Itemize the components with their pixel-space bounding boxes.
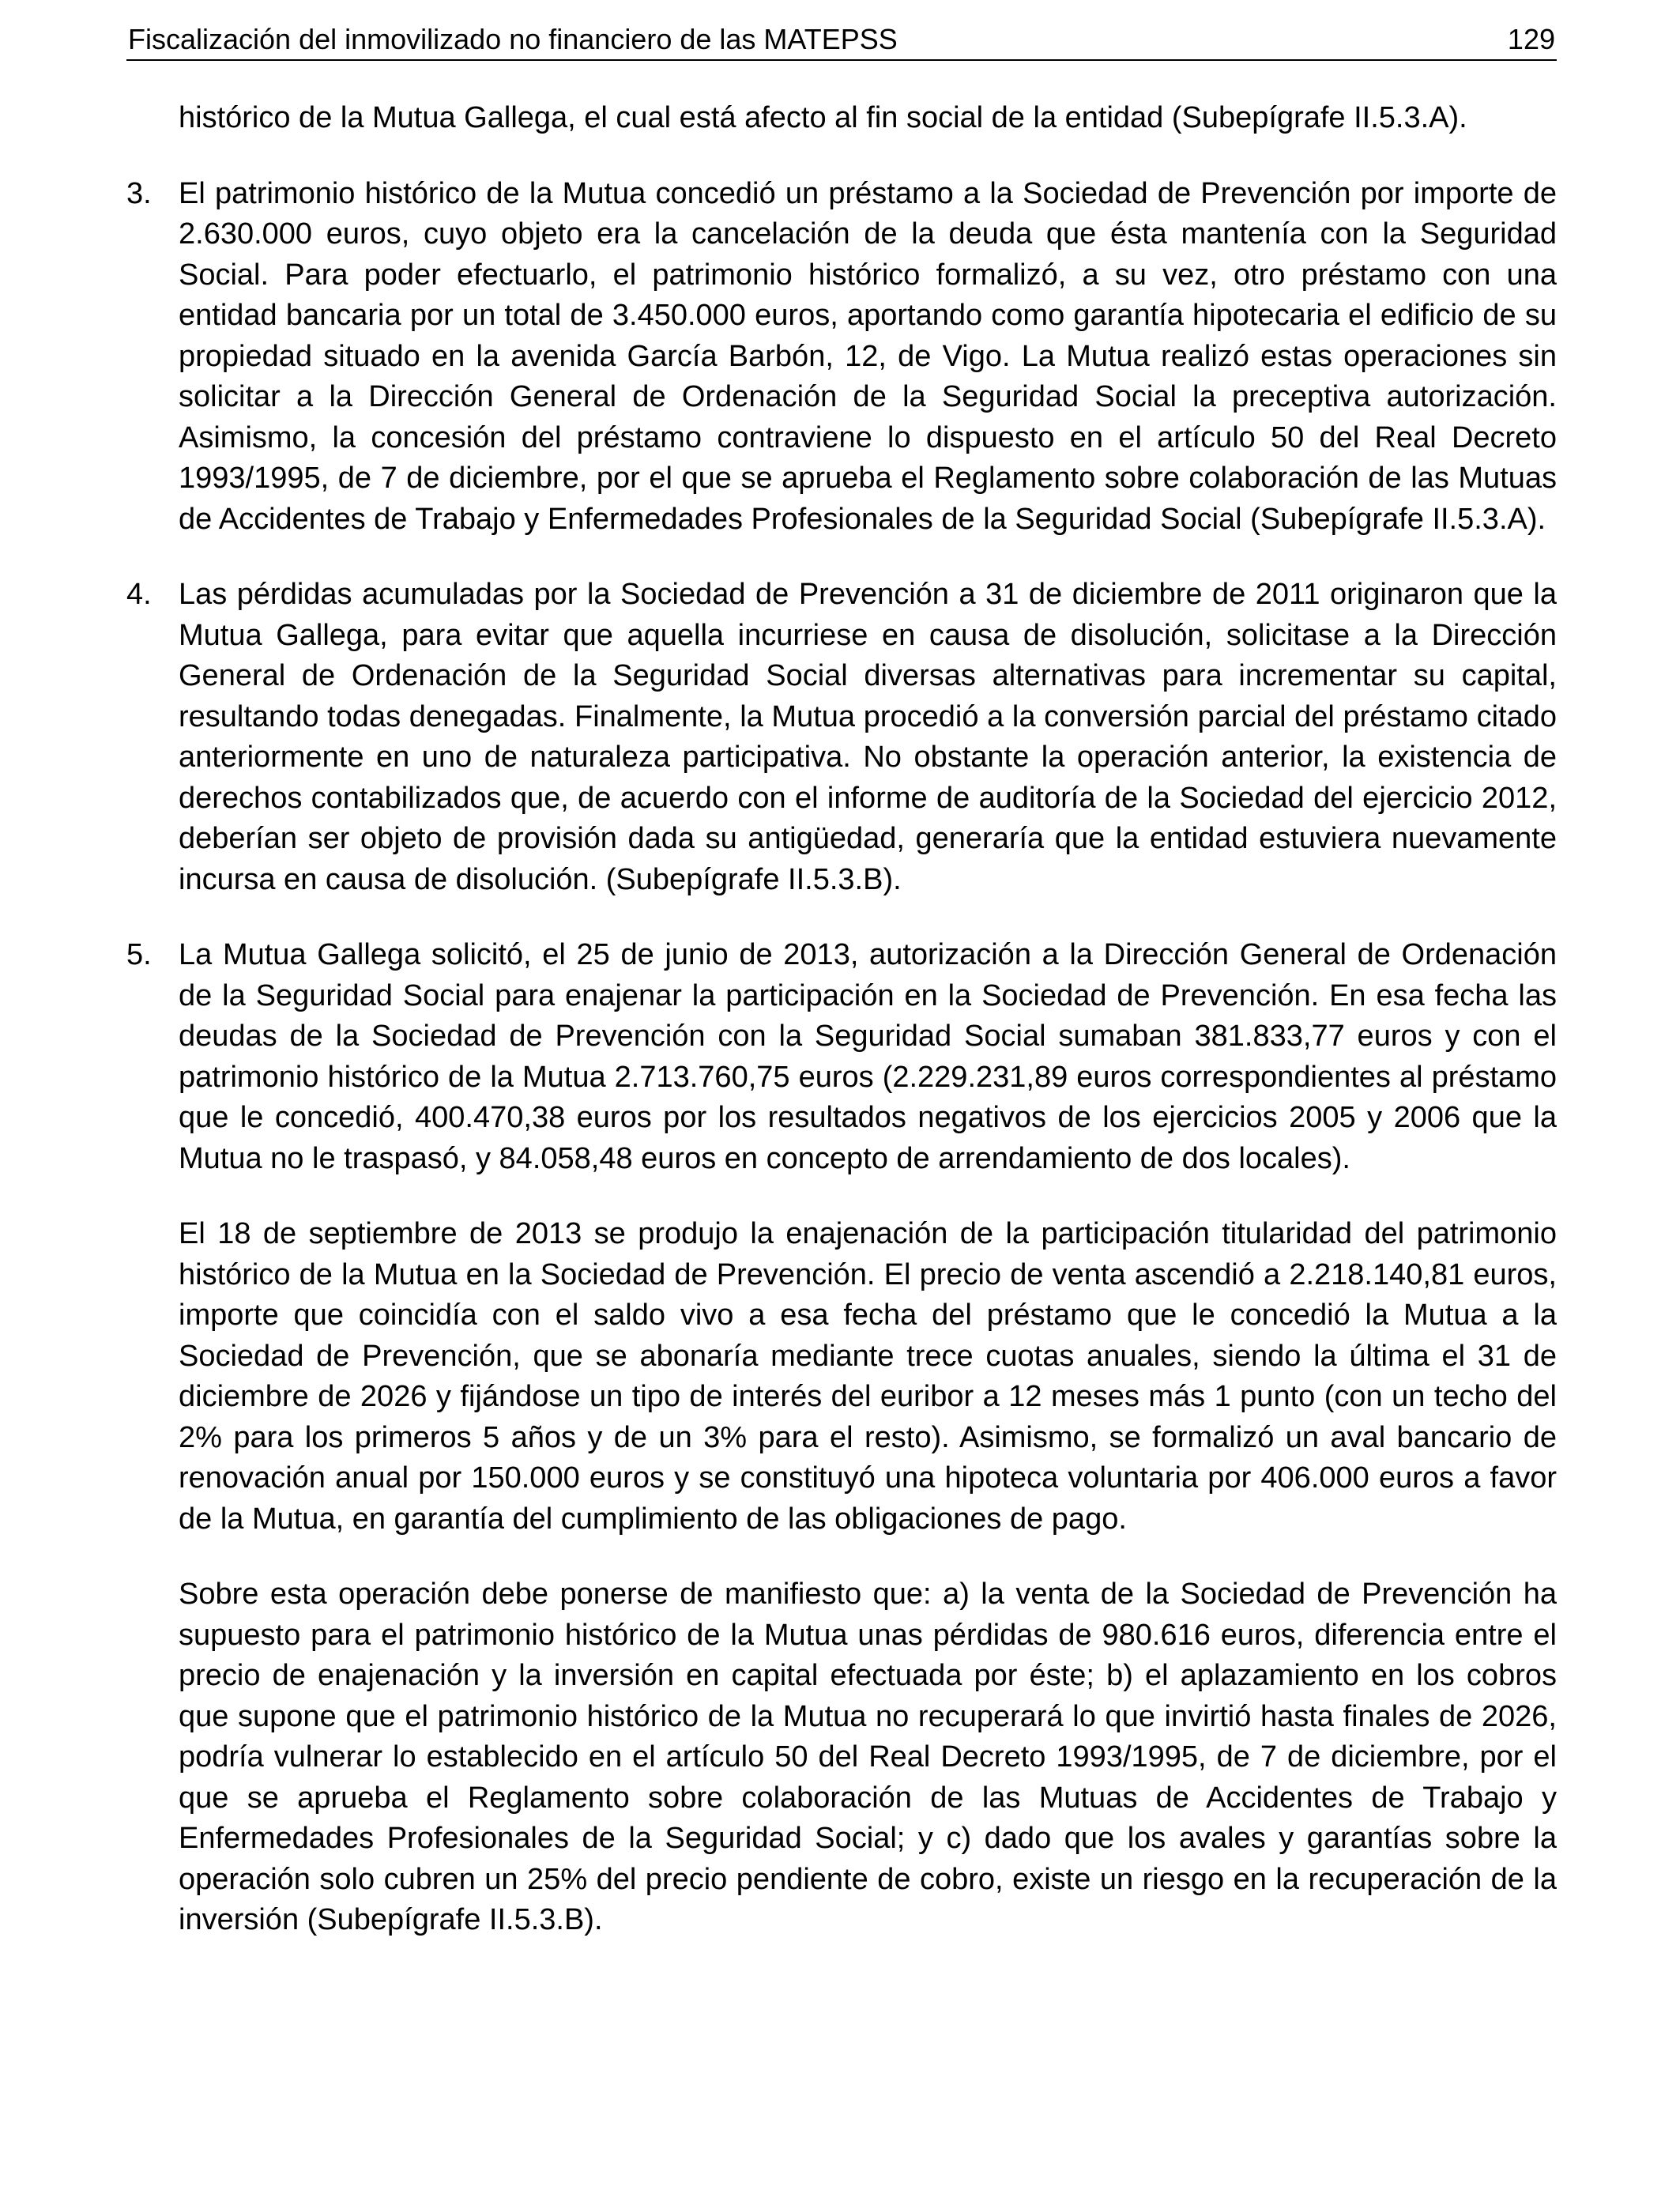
sale-block [126, 1214, 1557, 1540]
list-item-number: 3. [126, 176, 152, 210]
list-item-number: 5. [126, 938, 152, 971]
list-item-text: La Mutua Gallega solicitó, el 25 de junio de 2013, autorización a la Dirección General de Ordenación de la Seguridad Social para enajenar la participación en la Sociedad de Prevención. En esa fecha las deudas de la Sociedad de Prevención con la Seguridad Social sumaban 381.833,77 euros y con el patrimonio histórico de la Mutua 2.713.760,75 euros (2.229.231,89 euros correspondientes al préstamo que le concedió, 400.470,38 euros por los resultados negativos de los ejercicios 2005 y 2006 que la Mutua no le traspasó, y 84.058,48 euros en concepto de arrendamiento de dos locales). [179, 938, 1557, 1175]
list-item [126, 935, 1557, 1179]
page-number: 129 [1507, 23, 1555, 55]
remarks-block [126, 1574, 1557, 1941]
remarks-paragraph: Sobre esta operación debe ponerse de manifiesto que: a) la venta de la Sociedad de Prevención ha supuesto para el patrimonio histórico de la Mutua unas pérdidas de 980.616 euros, diferencia entre el precio de enajenación y la inversión en capital efectuada por éste; b) el aplazamiento en los cobros que supone que el patrimonio histórico de la Mutua no recuperará lo que invirtió hasta finales de 2026, podría vulnerar lo establecido en el artículo 50 del Real Decreto 1993/1995, de 7 de diciembre, por el que se aprueba el Reglamento sobre colaboración de las Mutuas de Accidentes de Trabajo y Enfermedades Profesionales de la Seguridad Social; y c) dado que los avales y garantías sobre la operación solo cubren un 25% del precio pendiente de cobro, existe un riesgo en la recuperación de la inversión (Subepígrafe II.5.3.B). [179, 1578, 1557, 1936]
list-item [126, 575, 1557, 900]
page-body [126, 98, 1557, 1976]
list-item-number: 4. [126, 578, 152, 611]
list-item-text: El patrimonio histórico de la Mutua concedió un préstamo a la Sociedad de Prevención por importe de 2.630.000 euros, cuyo objeto era la cancelación de la deuda que ésta mantenía con la Seguridad Social. Para poder efectuarlo, el patrimonio histórico formalizó, a su vez, otro préstamo con una entidad bancaria por un total de 3.450.000 euros, aportando como garantía hipotecaria el edificio de su propiedad situado en la avenida García Barbón, 12, de Vigo. La Mutua realizó estas operaciones sin solicitar a la Dirección General de Ordenación de la Seguridad Social la preceptiva autorización. Asimismo, la concesión del préstamo contraviene lo dispuesto en el artículo 50 del Real Decreto 1993/1995, de 7 de diciembre, por el que se aprueba el Reglamento sobre colaboración de las Mutuas de Accidentes de Trabajo y Enfermedades Profesionales de la Seguridad Social (Subepígrafe II.5.3.A). [179, 176, 1557, 536]
header-title: Fiscalización del inmovilizado no financiero de las MATEPSS [128, 23, 898, 55]
sale-paragraph: El 18 de septiembre de 2013 se produjo la enajenación de la participación titularidad del patrimonio histórico de la Mutua en la Sociedad de Prevención. El precio de venta ascendió a 2.218.140,81 euros, importe que coincidía con el saldo vivo a esa fecha del préstamo que le concedió la Mutua a la Sociedad de Prevención, que se abonaría mediante trece cuotas anuales, siendo la última el 31 de diciembre de 2026 y fijándose un tipo de interés del euribor a 12 meses más 1 punto (con un techo del 2% para los primeros 5 años y de un 3% para el resto). Asimismo, se formalizó un aval bancario de renovación anual por 150.000 euros y se constituyó una hipoteca voluntaria por 406.000 euros a favor de la Mutua, en garantía del cumplimiento de las obligaciones de pago. [179, 1217, 1557, 1536]
list-item-text: Las pérdidas acumuladas por la Sociedad de Prevención a 31 de diciembre de 2011 originaron que la Mutua Gallega, para evitar que aquella incurriese en causa de disolución, solicitase a la Dirección General de Ordenación de la Seguridad Social diversas alternativas para incrementar su capital, resultando todas denegadas. Finalmente, la Mutua procedió a la conversión parcial del préstamo citado anteriormente en uno de naturaleza participativa. No obstante la operación anterior, la existencia de derechos contabilizados que, de acuerdo con el informe de auditoría de la Sociedad del ejercicio 2012, deberían ser objeto de provisión dada su antigüedad, generaría que la entidad estuviera nuevamente incursa en causa de disolución. (Subepígrafe II.5.3.B). [179, 578, 1557, 896]
intro-block [126, 98, 1557, 139]
intro-paragraph: histórico de la Mutua Gallega, el cual está afecto al fin social de la entidad (Subepígrafe II.5.3.A). [179, 101, 1467, 134]
list-item [126, 174, 1557, 541]
running-header [126, 16, 1557, 61]
